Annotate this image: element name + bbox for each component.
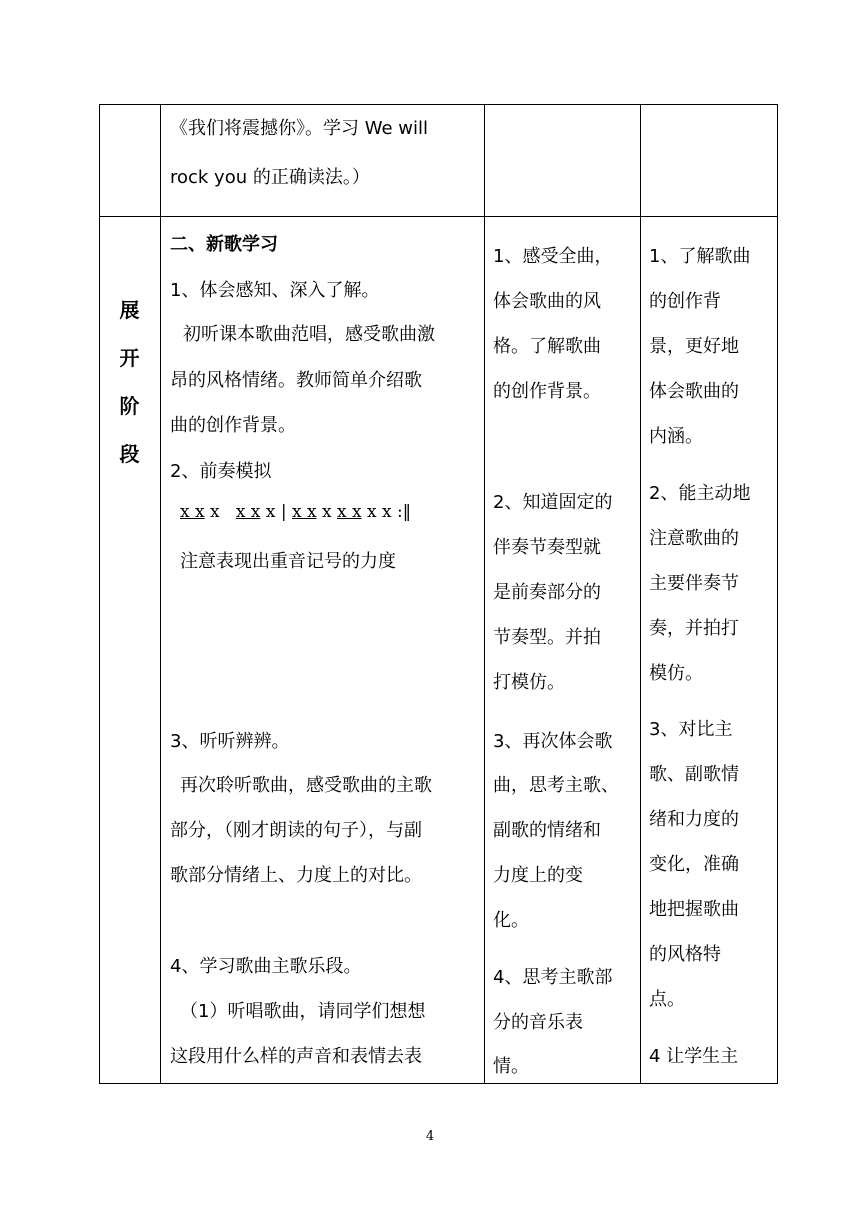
row1-content-line: rock you 的正确读法。） xyxy=(170,167,370,188)
student-text: 分的音乐表 xyxy=(493,1012,583,1033)
student-text: 1、感受全曲， xyxy=(493,246,613,267)
step4-text: （1）听唱歌曲，请同学们想想 xyxy=(180,1001,426,1022)
row1-content-line: 《我们将震撼你》。学习 We will xyxy=(170,118,428,139)
step4-text: 这段用什么样的声音和表情去表 xyxy=(170,1046,422,1067)
step1-text: 昂的风格情绪。教师简单介绍歌 xyxy=(170,370,422,391)
student-text: 格。了解歌曲 xyxy=(493,336,601,357)
step3-text: 部分，（刚才朗读的句子），与副 xyxy=(170,820,422,841)
student-text: 力度上的变 xyxy=(493,865,583,886)
column-divider xyxy=(640,104,641,1084)
student-text: 节奏型。并拍 xyxy=(493,627,601,648)
student-text: 曲，思考主歌、 xyxy=(493,775,619,796)
purpose-text: 1、了解歌曲 xyxy=(649,246,751,267)
purpose-text: 注意歌曲的 xyxy=(649,528,739,549)
student-text: 副歌的情绪和 xyxy=(493,820,601,841)
student-text: 情。 xyxy=(493,1056,529,1077)
step1-title: 1、体会感知、深入了解。 xyxy=(170,280,380,301)
step2-text: 注意表现出重音记号的力度 xyxy=(180,551,396,572)
purpose-text: 的风格特 xyxy=(649,944,721,965)
purpose-text: 点。 xyxy=(649,989,685,1010)
column-divider xyxy=(160,104,161,1084)
student-text: 伴奏节奏型就 xyxy=(493,537,601,558)
purpose-text: 内涵。 xyxy=(649,426,703,447)
purpose-text: 绪和力度的 xyxy=(649,809,739,830)
section-heading: 二、新歌学习 xyxy=(170,234,278,255)
student-text: 3、再次体会歌 xyxy=(493,731,613,752)
step1-text: 曲的创作背景。 xyxy=(170,415,296,436)
step3-text: 再次聆听歌曲，感受歌曲的主歌 xyxy=(180,775,432,796)
purpose-text: 景，更好地 xyxy=(649,336,739,357)
student-text: 化。 xyxy=(493,910,529,931)
purpose-text: 2、能主动地 xyxy=(649,483,751,504)
rhythm-notation: x x x x x x | x x x x x x x :‖ xyxy=(180,502,412,522)
purpose-text: 地把握歌曲 xyxy=(649,899,739,920)
page-number: 4 xyxy=(425,1129,435,1144)
student-text: 4、思考主歌部 xyxy=(493,967,613,988)
step2-title: 2、前奏模拟 xyxy=(170,461,272,482)
purpose-text: 模仿。 xyxy=(649,663,703,684)
student-text: 是前奏部分的 xyxy=(493,582,601,603)
step4-title: 4、学习歌曲主歌乐段。 xyxy=(170,956,362,977)
row-divider xyxy=(99,216,778,217)
purpose-text: 的创作背 xyxy=(649,291,721,312)
stage-label: 展 开 阶 段 xyxy=(119,298,140,466)
student-text: 2、知道固定的 xyxy=(493,492,613,513)
step3-text: 歌部分情绪上、力度上的对比。 xyxy=(170,865,422,886)
purpose-text: 4 让学生主 xyxy=(649,1046,739,1067)
purpose-text: 体会歌曲的 xyxy=(649,381,739,402)
student-text: 的创作背景。 xyxy=(493,381,601,402)
column-divider xyxy=(484,104,485,1084)
step3-title: 3、听听辨辨。 xyxy=(170,731,290,752)
student-text: 体会歌曲的风 xyxy=(493,291,601,312)
purpose-text: 3、对比主 xyxy=(649,719,733,740)
purpose-text: 奏，并拍打 xyxy=(649,618,739,639)
purpose-text: 主要伴奏节 xyxy=(649,573,739,594)
student-text: 打模仿。 xyxy=(493,672,565,693)
purpose-text: 歌、副歌情 xyxy=(649,764,739,785)
purpose-text: 变化，准确 xyxy=(649,854,739,875)
step1-text: 初听课本歌曲范唱，感受歌曲激 xyxy=(183,324,435,345)
